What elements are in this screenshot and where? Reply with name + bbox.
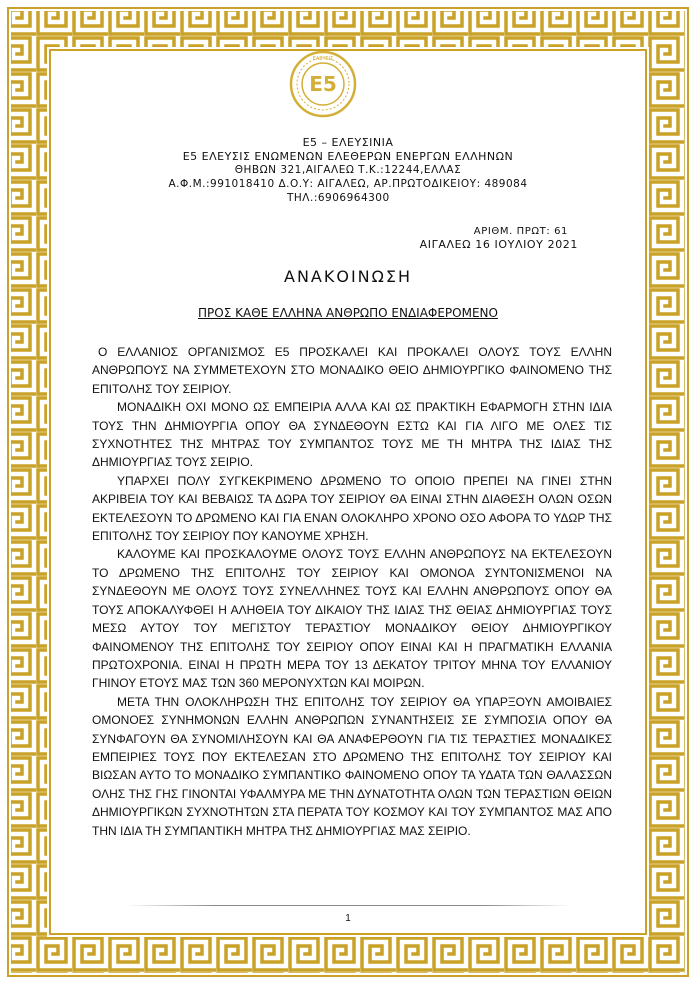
org-full-name: Ε5 ΕΛΕΥΣΙΣ ΕΝΩΜΕΝΩΝ ΕΛΕΘΕΡΩΝ ΕΝΕΡΓΩΝ ΕΛΛΗΝΩΝ <box>182 150 514 163</box>
document-title: ΑΝΑΚΟΙΝΩΣΗ <box>284 267 412 286</box>
footer-divider <box>126 905 571 906</box>
svg-text:E5: E5 <box>309 72 337 96</box>
paragraph: ΚΑΛΟΥΜΕ ΚΑΙ ΠΡΟΣΚΑΛΟΥΜΕ ΟΛΟΥΣ ΤΟΥΣ ΕΛΛΗΝ ΑΝΘΡΩΠΟΥΣ ΝΑ ΕΚΤΕΛΕΣΟΥΝ ΤΟ ΔΡΩΜΕΝΟ ΤΗΣ ΕΠΙΤΟΛΗΣ ΤΟΥ ΣΕΙΡΙΟΥ ΚΑΙ ΟΜΟΝΟΑ ΣΥΝΤΟΝΙΣΜΕΝΟΙ ΝΑ ΣΥΝΔΕΘΟΥΝ ΜΕ ΟΛΟΥΣ ΤΟΥΣ ΣΥΝΕΛΛΗΝΕΣ ΤΟΥΣ ΚΑΙ ΕΛΛΗΝ ΑΝΘΡΩΠΟΥΣ ΟΠΟΥ ΘΑ ΤΟΥΣ ΑΠΟΚΑΛΥΦΘΕΙ Η ΑΛΗΘΕΙΑ ΤΟΥ ΔΙΚΑΙΟΥ ΤΗΣ ΙΔΙΑΣ ΤΗΣ ΘΕΙΑΣ ΔΗΜΙΟΥΡΓΙΑΣ ΤΟΥΣ ΜΕΣΩ ΑΥΤΟΥ ΤΟΥ ΜΕΓΙΣΤΟΥ ΤΕΡΑΣΤΙΟΥ ΜΟΝΑΔΙΚΟΥ ΘΕΙΟΥ ΔΗΜΙΟΥΡΓΙΚΟΥ ΦΑΙΝΟΜΕΝΟΥ ΤΗΣ ΕΠΙΤΟΛΗΣ ΤΟΥ ΣΕΙΡΙΟΥ ΟΠΟΥ ΕΙΝΑΙ ΚΑΙ Η ΠΡΑΓΜΑΤΙΚΗ ΕΛΛΑΝΙΑ ΠΡΩΤΟΧΡΟΝΙΑ. ΕΙΝΑΙ Η ΠΡΩΤΗ ΜΕΡΑ ΤΟΥ 13 ΔΕΚΑΤΟΥ ΤΡΙΤΟΥ ΜΗΝΑ ΤΟΥ ΕΛΛΑΝΙΟΥ ΓΗΙΝΟΥ ΕΤΟΥΣ ΜΑΣ ΤΩΝ 360 ΜΕΡΟΝΥΧΤΩΝ ΚΑΙ ΜΟΙΡΩΝ. <box>92 547 612 691</box>
org-address: ΘΗΒΩΝ 321,ΑΙΓΑΛΕΩ Τ.Κ.:12244,ΕΛΛΑΣ <box>234 164 462 176</box>
document-body <box>92 343 612 840</box>
paragraph: ΜΟΝΑΔΙΚΗ ΟΧΙ ΜΟΝΟ ΩΣ ΕΜΠΕΙΡΙΑ ΑΛΛΑ ΚΑΙ ΩΣ ΠΡΑΚΤΙΚΗ ΕΦΑΡΜΟΓΗ ΣΤΗΝ ΙΔΙΑ ΤΟΥΣ ΤΗΝ ΔΗΜΙΟΥΡΓΙΑ ΟΠΟΥ ΘΑ ΣΥΝΔΕΘΟΥΝ ΕΣΤΩ ΚΑΙ ΓΙΑ ΛΙΓΟ ΜΕ ΟΛΕΣ ΤΙΣ ΣΥΧΝΟΤΗΤΕΣ ΤΗΣ ΜΗΤΡΑΣ ΤΟΥ ΣΥΜΠΑΝΤΟΣ ΤΟΥΣ ΜΕ ΤΗ ΜΗΤΡΑ ΤΗΣ ΙΔΙΑΣ ΤΗΣ ΔΗΜΙΟΥΡΓΙΑΣ ΤΟΥΣ ΣΕΙΡΙΟ. <box>92 400 612 470</box>
page-number: 1 <box>345 913 351 924</box>
e5-logo <box>289 50 357 118</box>
org-tax-info: Α.Φ.Μ.:991018410 Δ.Ο.Υ: ΑΙΓΑΛΕΩ, ΑΡ.ΠΡΩΤΟΔΙΚΕΙΟΥ: 489084 <box>168 178 528 190</box>
document-subtitle: ΠΡΟΣ ΚΑΘΕ ΕΛΛΗΝΑ ΑΝΘΡΩΠΟ ΕΝΔΙΑΦΕΡΟΜΕΝΟ <box>198 306 498 320</box>
paragraph: ΜΕΤΑ ΤΗΝ ΟΛΟΚΛΗΡΩΣΗ ΤΗΣ ΕΠΙΤΟΛΗΣ ΤΟΥ ΣΕΙΡΙΟΥ ΘΑ ΥΠΑΡΞΟΥΝ ΑΜΟΙΒΑΙΕΣ ΟΜΟΝΟΕΣ ΣΥΝΗΜΟΝΩΝ ΕΛΛΗΝ ΑΝΘΡΩΠΩΝ ΣΥΝΑΝΤΗΣΕΙΣ ΣΕ ΣΥΜΠΟΣΙΑ ΟΠΟΥ ΘΑ ΣΥΝΦΑΓΟΥΝ ΘΑ ΣΥΝΟΜΙΛΗΣΟΥΝ ΚΑΙ ΘΑ ΑΝΑΦΕΡΘΟΥΝ ΓΙΑ ΤΙΣ ΤΕΡΑΣΤΙΕΣ ΜΟΝΑΔΙΚΕΣ ΕΜΠΕΙΡΙΕΣ ΤΟΥΣ ΠΟΥ ΕΚΤΕΛΕΣΑΝ ΣΤΟ ΔΡΩΜΕΝΟ ΤΗΣ ΕΠΙΤΟΛΗΣ ΤΟΥ ΣΕΙΡΙΟΥ ΚΑΙ ΒΙΩΣΑΝ ΑΥΤΟ ΤΟ ΜΟΝΑΔΙΚΟ ΣΥΜΠΑΝΤΙΚΟ ΦΑΙΝΟΜΕΝΟ ΟΠΟΥ ΤΑ ΥΔΑΤΑ ΤΩΝ ΘΑΛΑΣΣΩΝ ΟΛΗΣ ΤΗΣ ΓΗΣ ΓΙΝΟΝΤΑΙ ΥΦΑΛΜΥΡΑ ΜΕ ΤΗΝ ΔΥΝΑΤΟΤΗΤΑ ΟΛΩΝ ΤΩΝ ΤΕΡΑΣΤΙΩΝ ΘΕΙΩΝ ΔΗΜΙΟΥΡΓΙΚΩΝ ΣΥΧΝΟΤΗΤΩΝ ΣΤΑ ΠΕΡΑΤΑ ΤΟΥ ΚΟΣΜΟΥ ΚΑΙ ΤΟΥ ΣΥΜΠΑΝΤΟΣ ΜΑΣ ΑΠΟ ΤΗΝ ΙΔΙΑ ΤΗ ΣΥΜΠΑΝΤΙΚΗ ΜΗΤΡΑ ΤΗΣ ΔΗΜΙΟΥΡΓΙΑΣ ΜΑΣ ΣΕΙΡΙΟ. <box>92 694 612 838</box>
paragraph: ΥΠΑΡΧΕΙ ΠΟΛΥ ΣΥΓΚΕΚΡΙΜΕΝΟ ΔΡΩΜΕΝΟ ΤΟ ΟΠΟΙΟ ΠΡΕΠΕΙ ΝΑ ΓΙΝΕΙ ΣΤΗΝ ΑΚΡΙΒΕΙΑ ΤΟΥ ΚΑΙ ΒΕΒΑΙΩΣ ΤΑ ΔΩΡΑ ΤΟΥ ΣΕΙΡΙΟΥ ΘΑ ΕΙΝΑΙ ΣΤΗΝ ΔΙΑΘΕΣΗ ΟΛΩΝ ΟΣΩΝ ΕΚΤΕΛΕΣΟΥΝ ΤΟ ΔΡΩΜΕΝΟ ΚΑΙ ΓΙΑ ΕΝΑΝ ΟΛΟΚΛΗΡΟ ΧΡΟΝΟ ΟΣΟ ΑΦΟΡΑ ΤΟ ΥΔΩΡ ΤΗΣ ΕΠΙΤΟΛΗΣ ΤΟΥ ΣΕΙΡΙΟΥ ΠΟΥ ΚΑΝΟΥΜΕ ΧΡΗΣΗ. <box>92 473 612 544</box>
protocol-number: ΑΡΙΘΜ. ΠΡΩΤ: 61 <box>473 226 568 237</box>
org-short-name: Ε5 – ΕΛΕΥΣΙΝΙΑ <box>302 136 394 149</box>
document-date: ΑΙΓΑΛΕΩ 16 ΙΟΥΛΙΟΥ 2021 <box>419 238 578 251</box>
svg-text:EΛΕΥΣΙΣ: EΛΕΥΣΙΣ <box>312 56 334 62</box>
org-phone: ΤΗΛ.:6906964300 <box>287 192 390 204</box>
paragraph: Ο ΕΛΛΑΝΙΟΣ ΟΡΓΑΝΙΣΜΟΣ Ε5 ΠΡΟΣΚΑΛΕΙ ΚΑΙ ΠΡΟΚΑΛΕΙ ΟΛΟΥΣ ΤΟΥΣ ΕΛΛΗΝ ΑΝΘΡΩΠΟΥΣ ΝΑ ΣΥΜΜΕΤΕΧΟΥΝ ΣΤΟ ΜΟΝΑΔΙΚΟ ΘΕΙΟ ΔΗΜΙΟΥΡΓΙΚΟ ΦΑΙΝΟΜΕΝΟ ΤΗΣ ΕΠΙΤΟΛΗΣ ΤΟΥ ΣΕΙΡΙΟΥ. <box>92 345 612 396</box>
